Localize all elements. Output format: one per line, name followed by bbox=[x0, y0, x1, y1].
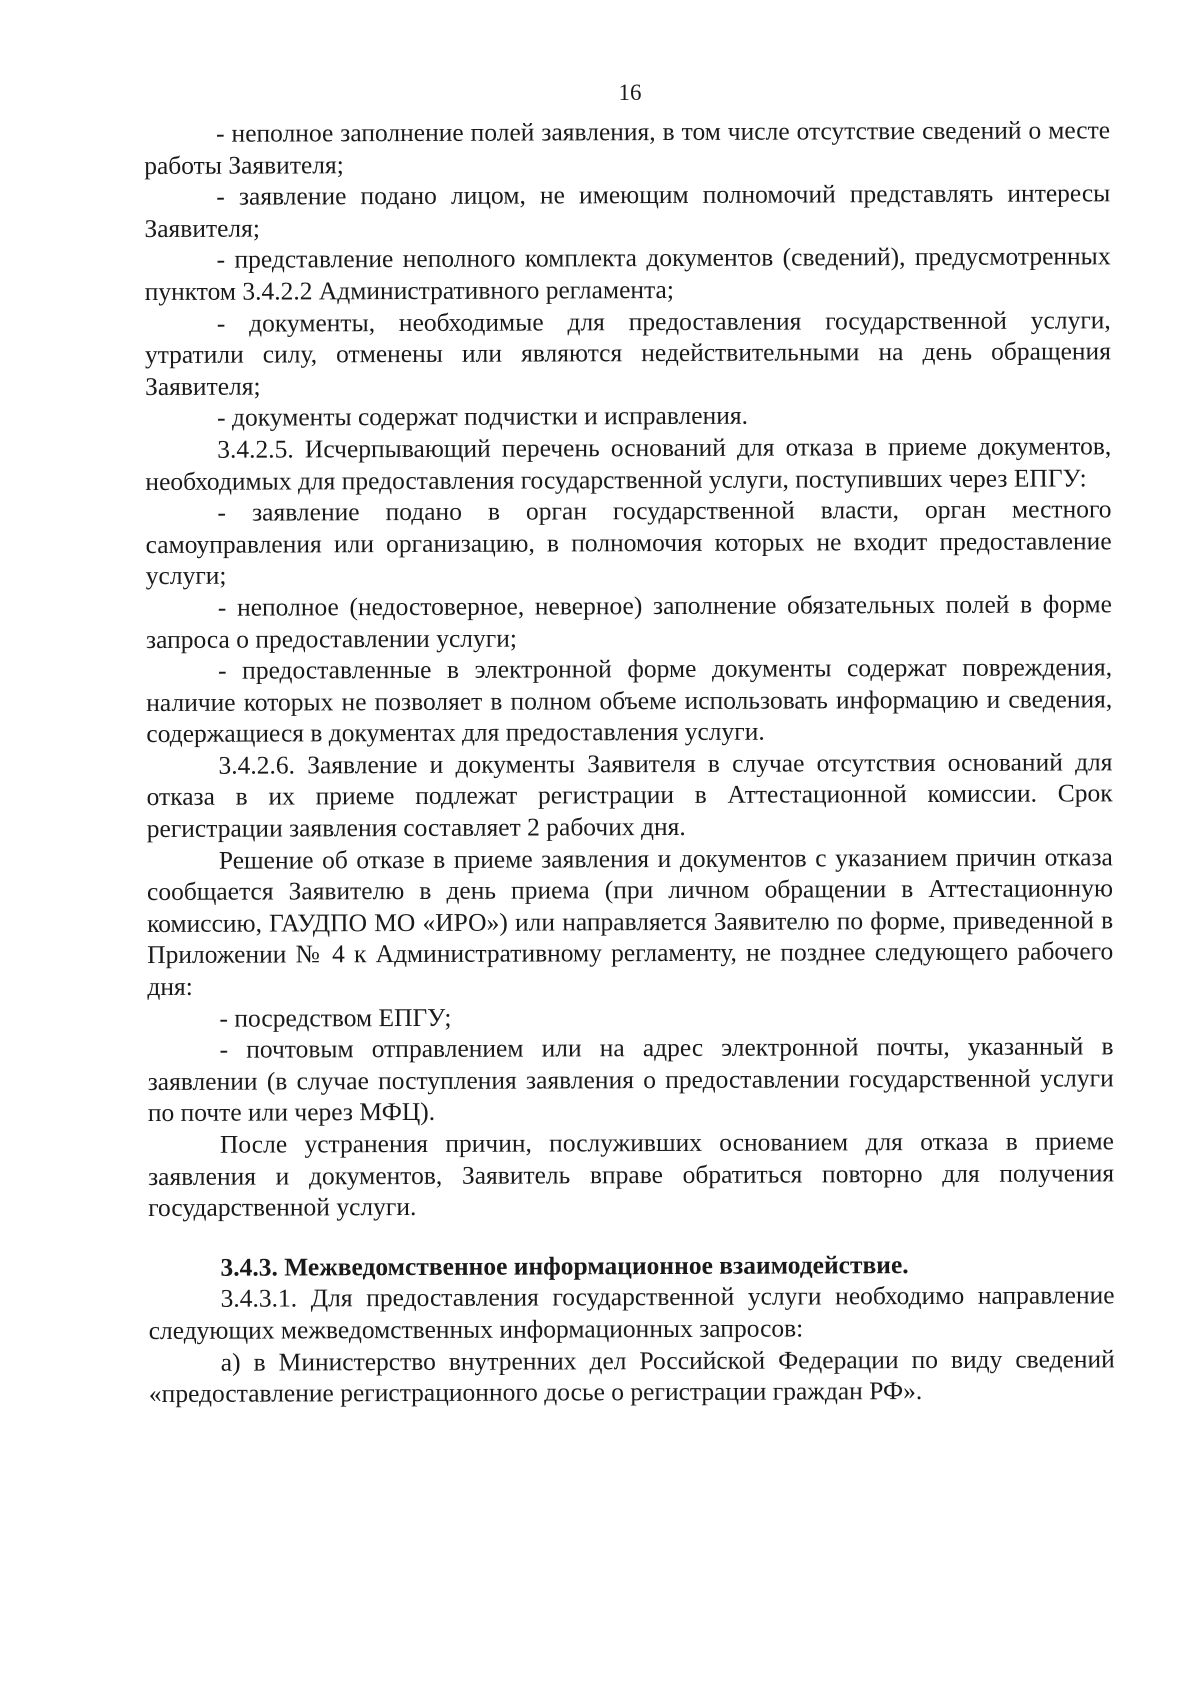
list-item-unauthorized-person: - заявление подано лицом, не имеющим полномочий представлять интересы Заявителя; bbox=[144, 178, 1111, 243]
clause-3-4-2-5: 3.4.2.5. Исчерпывающий перечень оснований для отказа в приеме документов, необходимых для предоставления государственной услуги, поступивших через ЕПГУ: bbox=[145, 431, 1112, 496]
reapply-paragraph: После устранения причин, послуживших основанием для отказа в приеме заявления и документов, Заявитель вправе обратиться повторно для получения государственной услуги. bbox=[148, 1126, 1115, 1223]
document-body bbox=[144, 114, 1115, 1409]
clause-3-4-3-1: 3.4.3.1. Для предоставления государственной услуги необходимо направление следующих межведомственных информационных запросов: bbox=[148, 1280, 1115, 1345]
refusal-decision-paragraph: Решение об отказе в приеме заявления и документов с указанием причин отказа сообщается Заявителю в день приема (при личном обращении в Аттестационную комиссию, ГАУДПО МО «ИРО») или направляется Заявителю по форме, приведенной в Приложении № 4 к Административному регламенту, не позднее следующего рабочего дня: bbox=[146, 841, 1114, 1002]
page-number: 16 bbox=[618, 80, 642, 105]
list-item-via-epgu: - посредством ЕПГУ; bbox=[219, 1002, 452, 1033]
section-heading-3-4-3: 3.4.3. Межведомственное информационное взаимодействие. bbox=[220, 1249, 909, 1282]
list-item-incomplete-application: - неполное заполнение полей заявления, в том числе отсутствие сведений о месте работы Заявителя; bbox=[144, 115, 1111, 180]
list-item-incomplete-documents: - представление неполного комплекта документов (сведений), предусмотренных пунктом 3.4.2.2 Административного регламента; bbox=[144, 241, 1111, 306]
list-item-damaged-documents: - предоставленные в электронной форме документы содержат повреждения, наличие которых не позволяет в полном объеме использовать информацию и сведения, содержащиеся в документах для предоставления услуги. bbox=[146, 652, 1113, 749]
list-item-incorrect-fields: - неполное (недостоверное, неверное) заполнение обязательных полей в форме запроса о предоставлении услуги; bbox=[145, 589, 1112, 654]
list-item-corrections: - документы содержат подчистки и исправления. bbox=[217, 401, 748, 433]
clause-3-4-2-6: 3.4.2.6. Заявление и документы Заявителя в случае отсутствия оснований для отказа в их приеме подлежат регистрации в Аттестационной комиссии. Срок регистрации заявления составляет 2 рабочих дня. bbox=[146, 747, 1113, 844]
list-item-invalid-documents: - документы, необходимые для предоставления государственной услуги, утратили силу, отменены или являются недействительными на день обращения Заявителя; bbox=[144, 304, 1111, 401]
list-item-via-post-email: - почтовым отправлением или на адрес электронной почты, указанный в заявлении (в случае поступления заявления о предоставлении государственной услуги по почте или через МФЦ). bbox=[147, 1031, 1114, 1128]
list-item-mvd-request: а) в Министерство внутренних дел Российской Федерации по виду сведений «предоставление регистрационного досье о регистрации граждан РФ». bbox=[148, 1343, 1115, 1409]
list-item-wrong-authority: - заявление подано в орган государственной власти, орган местного самоуправления или организацию, в полномочия которых не входит предоставление услуги; bbox=[145, 494, 1112, 591]
